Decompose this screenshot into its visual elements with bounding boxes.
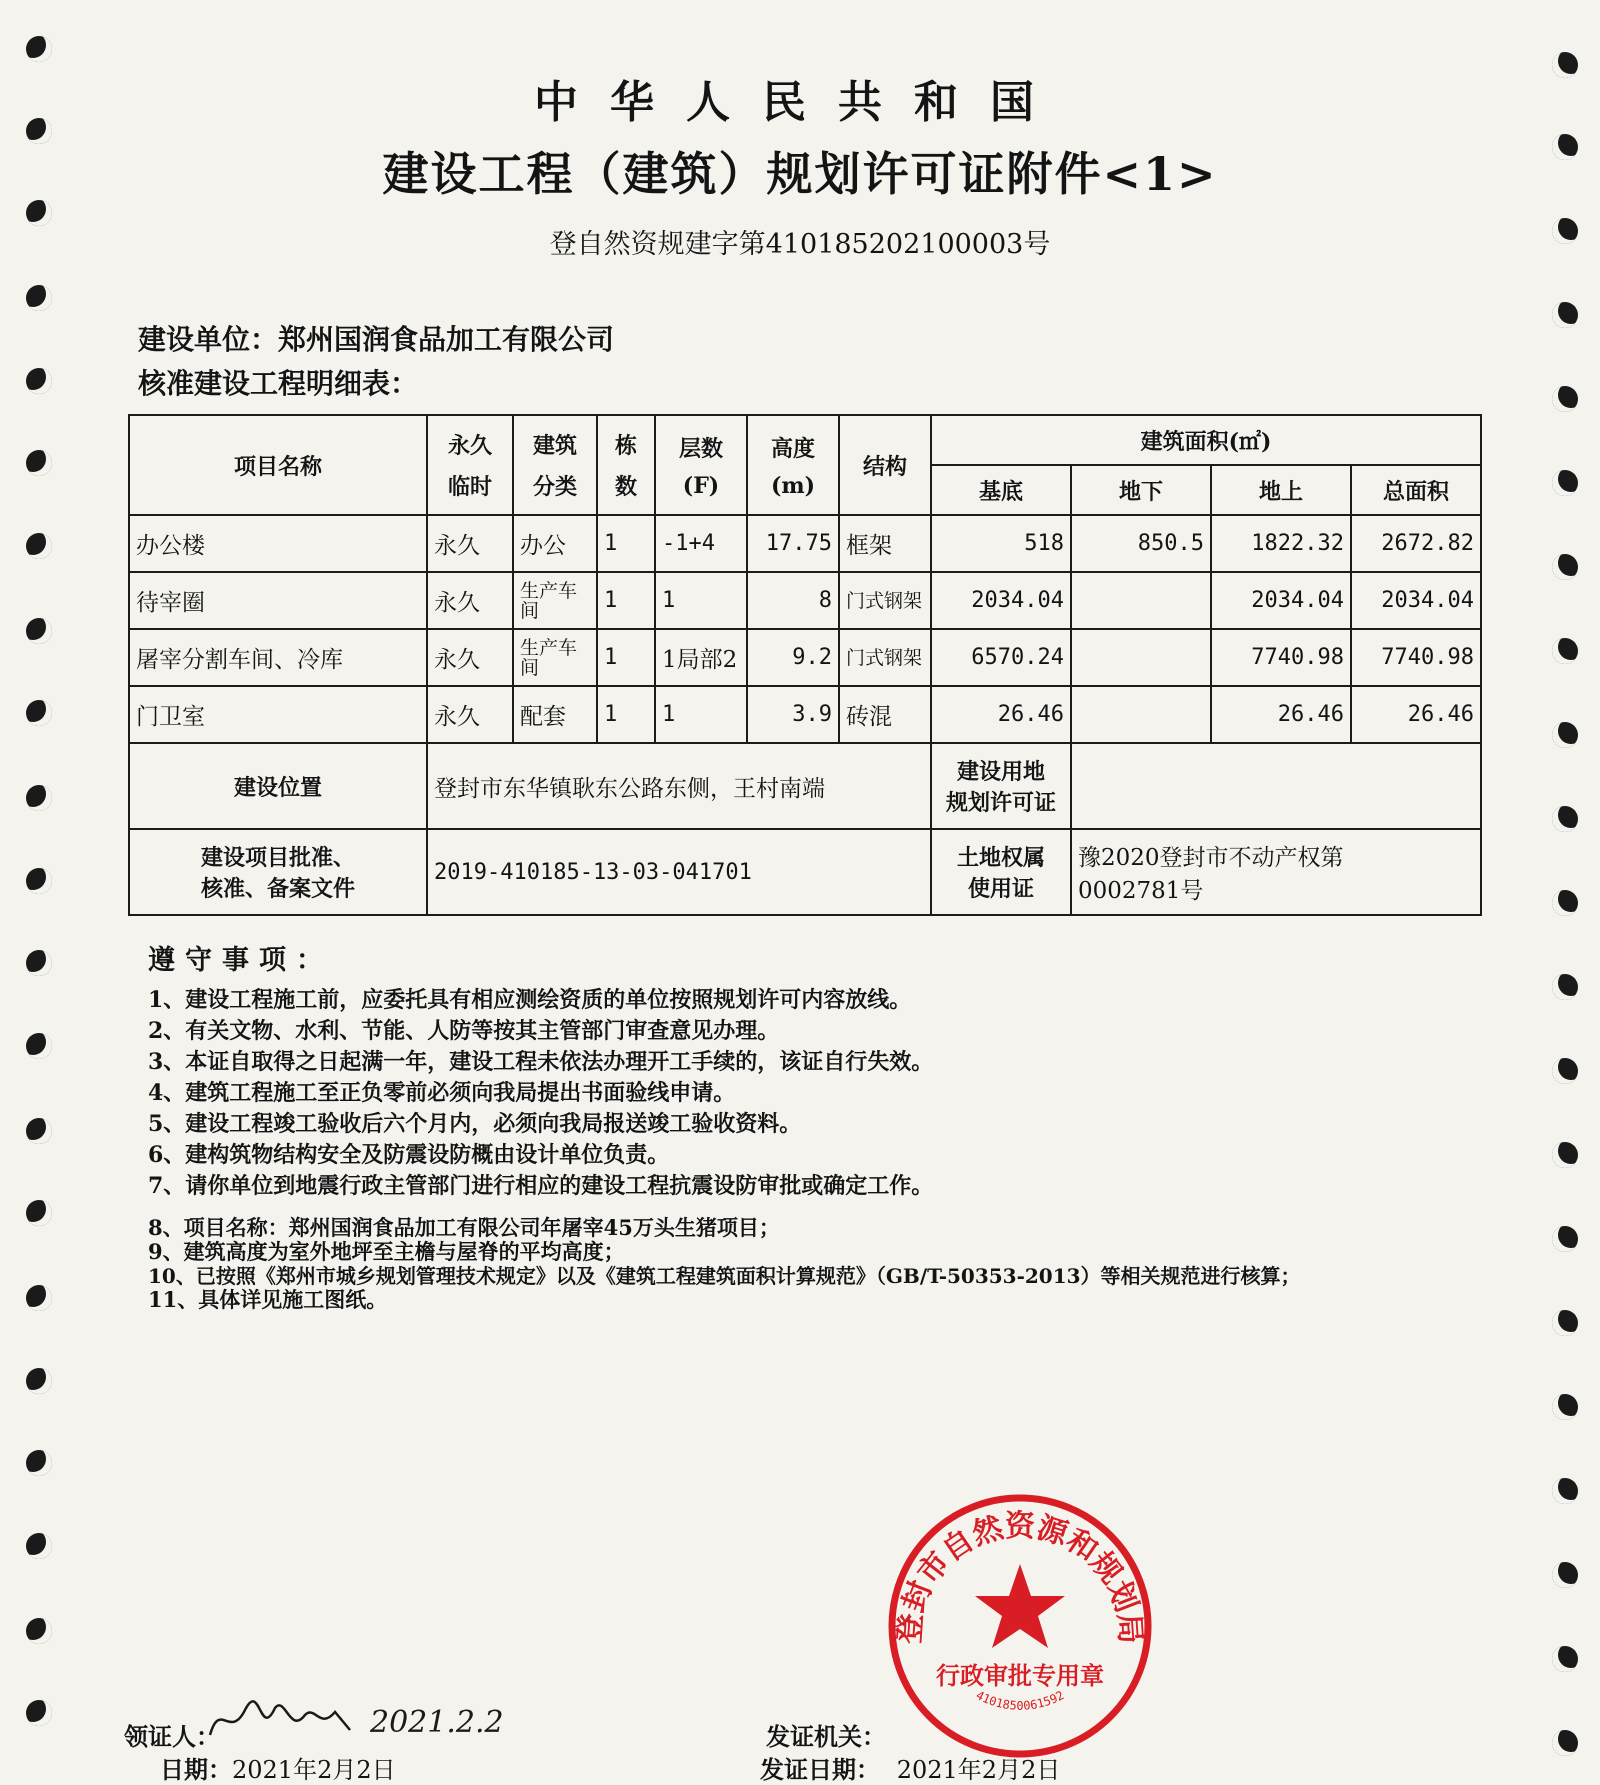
cell-floors: -1+4 <box>655 515 747 572</box>
cell-underground <box>1071 572 1211 629</box>
cell-aboveground: 1822.32 <box>1211 515 1351 572</box>
cell-base: 26.46 <box>931 686 1071 743</box>
cell-name: 办公楼 <box>129 515 427 572</box>
notice-extra-item: 11、具体详见施工图纸。 <box>148 1287 388 1312</box>
project-detail-table <box>128 414 1482 916</box>
seal-sub-text: 行政审批专用章 <box>936 1661 1104 1690</box>
receive-date-label: 日期： <box>160 1755 232 1784</box>
detail-title: 核准建设工程明细表： <box>138 367 419 400</box>
cell-aboveground: 26.46 <box>1211 686 1351 743</box>
notice-extra-item: 9、建筑高度为室外地坪至主檐与屋脊的平均高度； <box>148 1239 625 1264</box>
land-permit-label: 建设用地 规划许可证 <box>931 743 1071 829</box>
header-base: 基底 <box>931 465 1071 515</box>
cell-height: 3.9 <box>747 686 839 743</box>
cell-height: 17.75 <box>747 515 839 572</box>
construction-unit <box>138 318 614 358</box>
notice-section <box>148 938 1478 1312</box>
location-value: 登封市东华镇耿东公路东侧，王村南端 <box>427 743 931 829</box>
cell-name: 门卫室 <box>129 686 427 743</box>
cell-structure: 门式钢架 <box>839 572 931 629</box>
notice-title: 遵守事项： <box>148 945 333 976</box>
permit-number: 登自然资规建字第410185202100003号 <box>549 229 1051 260</box>
unit-label: 建设单位： <box>138 323 279 356</box>
header-underground: 地下 <box>1071 465 1211 515</box>
approval-value: 2019-410185-13-03-041701 <box>427 829 931 915</box>
unit-name: 郑州国润食品加工有限公司 <box>278 323 615 356</box>
cell-total: 26.46 <box>1351 686 1481 743</box>
notice-item: 3、本证自取得之日起满一年，建设工程未依法办理开工手续的，该证自行失效。 <box>148 1049 934 1075</box>
notice-item: 6、建构筑物结构安全及防震设防概由设计单位负责。 <box>148 1142 670 1168</box>
seal-star-icon <box>975 1564 1065 1648</box>
header-permanence: 永久 临时 <box>427 415 513 515</box>
cell-total: 7740.98 <box>1351 629 1481 686</box>
approval-label: 建设项目批准、 核准、备案文件 <box>129 829 427 915</box>
cell-total: 2672.82 <box>1351 515 1481 572</box>
receiver-label: 领证人： <box>124 1722 220 1751</box>
cell-count: 1 <box>597 629 655 686</box>
issue-date: 发证日期： 2021年2月2日 <box>760 1755 1061 1784</box>
header-count: 栋 数 <box>597 415 655 515</box>
header-name: 项目名称 <box>129 415 427 515</box>
cell-category: 生产车间 <box>513 572 597 629</box>
issue-date-label: 发证日期： <box>760 1755 880 1784</box>
header-structure: 结构 <box>839 415 931 515</box>
cell-base: 2034.04 <box>931 572 1071 629</box>
right-feed-holes <box>1530 0 1590 1779</box>
country-heading: 中华人民共和国 <box>534 77 1066 128</box>
header-aboveground: 地上 <box>1211 465 1351 515</box>
header-height: 高度 (m) <box>747 415 839 515</box>
signature-date: 2021.2.2 <box>370 1705 504 1740</box>
location-label: 建设位置 <box>129 743 427 829</box>
header-total: 总面积 <box>1351 465 1481 515</box>
cell-underground: 850.5 <box>1071 515 1211 572</box>
cell-count: 1 <box>597 572 655 629</box>
cell-floors: 1 <box>655 572 747 629</box>
notice-item: 5、建设工程竣工验收后六个月内，必须向我局报送竣工验收资料。 <box>148 1111 802 1137</box>
notice-extra-item: 8、项目名称：郑州国润食品加工有限公司年屠宰45万头生猪项目； <box>148 1215 780 1240</box>
issuer-label: 发证机关： <box>766 1722 886 1751</box>
cell-permanence: 永久 <box>427 572 513 629</box>
header-area: 建筑面积(㎡) <box>931 415 1481 465</box>
cell-name: 屠宰分割车间、冷库 <box>129 629 427 686</box>
cell-name: 待宰圈 <box>129 572 427 629</box>
document-title: 建设工程（建筑）规划许可证附件<1> <box>382 147 1218 201</box>
land-cert-value: 豫2020登封市不动产权第 0002781号 <box>1071 829 1481 915</box>
cell-permanence: 永久 <box>427 515 513 572</box>
cell-structure: 门式钢架 <box>839 629 931 686</box>
cell-permanence: 永久 <box>427 686 513 743</box>
cell-base: 6570.24 <box>931 629 1071 686</box>
seal-arc-text: 登封市自然资源和规划局 <box>892 1508 1148 1645</box>
cell-floors: 1局部2 <box>655 629 747 686</box>
header-category: 建筑 分类 <box>513 415 597 515</box>
cell-count: 1 <box>597 686 655 743</box>
handwritten-signature <box>200 1690 520 1750</box>
cell-height: 9.2 <box>747 629 839 686</box>
cell-height: 8 <box>747 572 839 629</box>
notice-item: 7、请你单位到地震行政主管部门进行相应的建设工程抗震设防审批或确定工作。 <box>148 1173 934 1199</box>
cell-total: 2034.04 <box>1351 572 1481 629</box>
cell-underground <box>1071 629 1211 686</box>
table-row <box>129 515 1481 572</box>
cell-structure: 砖混 <box>839 686 931 743</box>
land-permit-value <box>1071 743 1481 829</box>
table-row <box>129 572 1481 629</box>
cell-category: 配套 <box>513 686 597 743</box>
official-seal <box>880 1486 1160 1766</box>
land-cert-label: 土地权属 使用证 <box>931 829 1071 915</box>
notice-item: 4、建筑工程施工至正负零前必须向我局提出书面验线申请。 <box>148 1080 736 1106</box>
notice-item: 2、有关文物、水利、节能、人防等按其主管部门审查意见办理。 <box>148 1018 780 1044</box>
cell-category: 办公 <box>513 515 597 572</box>
cell-permanence: 永久 <box>427 629 513 686</box>
left-feed-holes <box>10 0 70 1779</box>
cell-structure: 框架 <box>839 515 931 572</box>
table-row <box>129 629 1481 686</box>
header-floors: 层数 (F) <box>655 415 747 515</box>
cell-underground <box>1071 686 1211 743</box>
seal-code: 4101850061592 <box>973 1688 1067 1713</box>
notice-item: 1、建设工程施工前，应委托具有相应测绘资质的单位按照规划许可内容放线。 <box>148 987 912 1013</box>
notice-extra-item: 10、已按照《郑州市城乡规划管理技术规定》以及《建筑工程建筑面积计算规范》（GB/T-50353-2013）等相关规范进行核算； <box>148 1264 1301 1288</box>
cell-base: 518 <box>931 515 1071 572</box>
cell-category: 生产车间 <box>513 629 597 686</box>
cell-aboveground: 7740.98 <box>1211 629 1351 686</box>
cell-aboveground: 2034.04 <box>1211 572 1351 629</box>
cell-count: 1 <box>597 515 655 572</box>
receive-date: 日期：2021年2月2日 <box>160 1755 396 1784</box>
table-row <box>129 686 1481 743</box>
cell-floors: 1 <box>655 686 747 743</box>
